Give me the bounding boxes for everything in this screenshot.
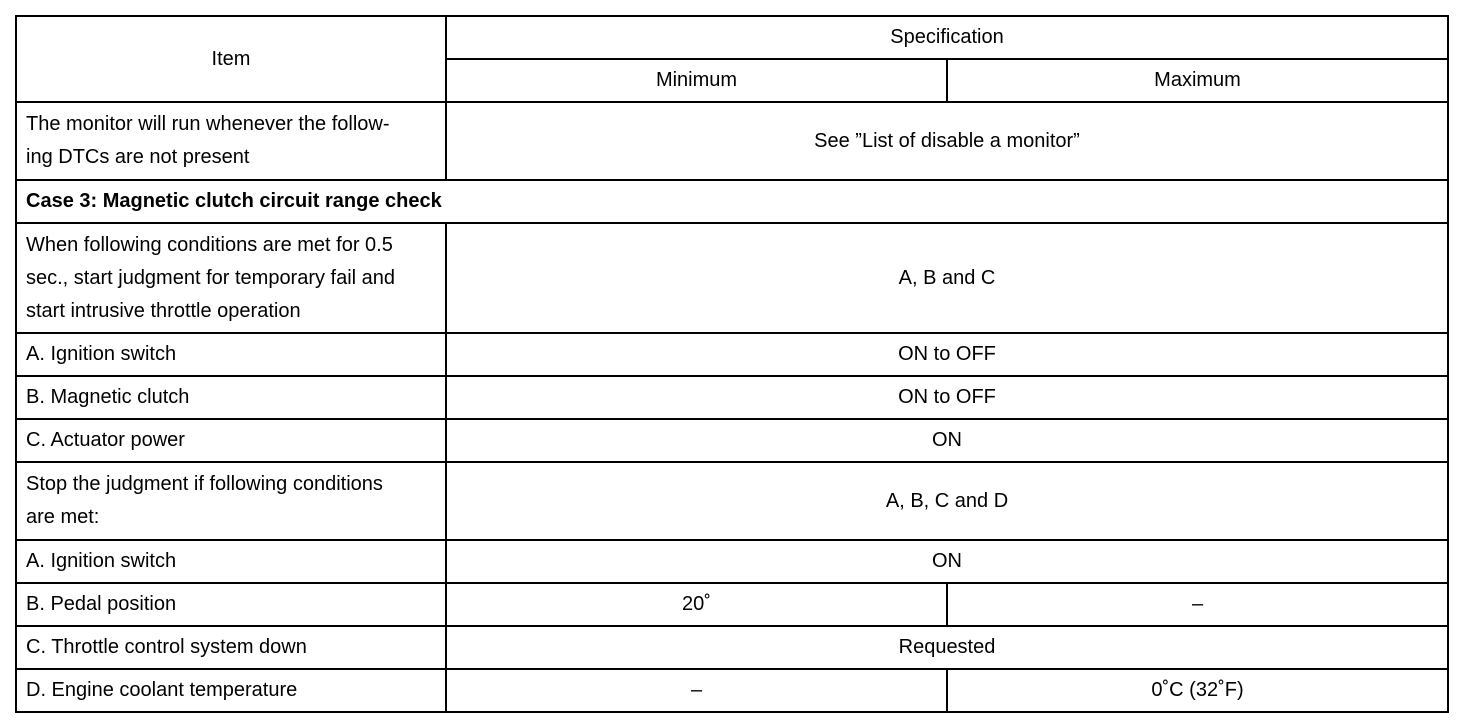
header-row [16, 16, 1448, 59]
table-row [16, 462, 1448, 540]
row-maximum: 0˚C (32˚F) [947, 669, 1448, 712]
table-row [16, 102, 1448, 180]
row-value: A, B and C [446, 223, 1448, 333]
specification-table [15, 15, 1449, 713]
section-title: Case 3: Magnetic clutch circuit range check [16, 180, 1448, 223]
row-item: Stop the judgment if following conditions are met: [16, 462, 446, 540]
row-item: C. Throttle control system down [16, 626, 446, 669]
row-item: B. Magnetic clutch [16, 376, 446, 419]
table-row [16, 419, 1448, 462]
row-value: A, B, C and D [446, 462, 1448, 540]
header-item: Item [16, 16, 446, 102]
row-value: ON [446, 419, 1448, 462]
row-item: B. Pedal position [16, 583, 446, 626]
row-item: The monitor will run whenever the follow- ing DTCs are not present [16, 102, 446, 180]
table-row [16, 626, 1448, 669]
row-value: ON to OFF [446, 333, 1448, 376]
table-row [16, 333, 1448, 376]
row-item: When following conditions are met for 0.5 sec., start judgment for temporary fail and start intrusive throttle operation [16, 223, 446, 333]
row-value: Requested [446, 626, 1448, 669]
row-item: A. Ignition switch [16, 333, 446, 376]
table-row [16, 376, 1448, 419]
row-minimum: – [446, 669, 947, 712]
table-row [16, 540, 1448, 583]
table-row [16, 223, 1448, 333]
row-item: C. Actuator power [16, 419, 446, 462]
row-item: A. Ignition switch [16, 540, 446, 583]
table-row [16, 669, 1448, 712]
row-value: See ”List of disable a monitor” [446, 102, 1448, 180]
row-value: ON [446, 540, 1448, 583]
header-maximum: Maximum [947, 59, 1448, 102]
row-value: ON to OFF [446, 376, 1448, 419]
row-maximum: – [947, 583, 1448, 626]
section-row [16, 180, 1448, 223]
row-minimum: 20˚ [446, 583, 947, 626]
table-row [16, 583, 1448, 626]
header-minimum: Minimum [446, 59, 947, 102]
row-item: D. Engine coolant temperature [16, 669, 446, 712]
header-specification: Specification [446, 16, 1448, 59]
